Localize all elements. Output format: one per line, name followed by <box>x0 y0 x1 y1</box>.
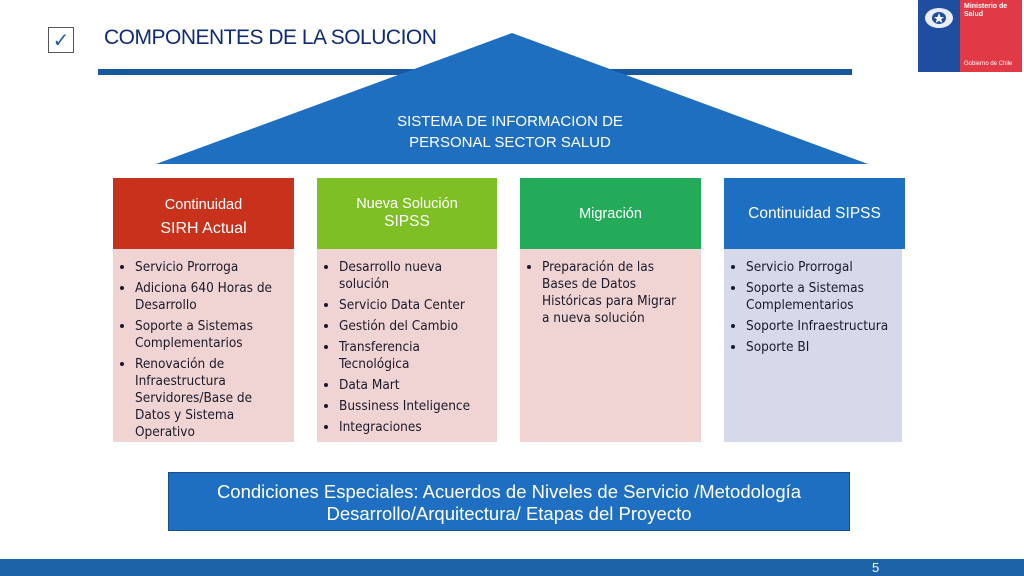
check-icon: ✓ <box>48 27 74 53</box>
page-title: COMPONENTES DE LA SOLUCION <box>104 26 437 49</box>
list-item: • Gestión del Cambio <box>339 318 493 335</box>
logo-blue-panel <box>918 0 960 72</box>
list-item: • Integraciones <box>339 419 493 436</box>
list-item: • Preparación de las Bases de Datos Históricas para Migrar a nueva solución <box>542 259 687 327</box>
column-title-line: SIRH Actual <box>160 220 247 237</box>
page-number: 5 <box>872 560 880 575</box>
column-header-sirh <box>113 178 294 249</box>
coat-of-arms-icon <box>918 2 960 32</box>
roof-label <box>360 111 660 153</box>
list-item: • Bussiness Inteligence <box>339 398 493 415</box>
list-item: • Servicio Prorroga <box>135 259 286 276</box>
roof-line-2: PERSONAL SECTOR SALUD <box>409 134 611 151</box>
list-item: • Soporte BI <box>746 339 894 356</box>
column-body-migracion <box>520 249 701 442</box>
list-item: • Adiciona 640 Horas de Desarrollo <box>135 280 286 314</box>
special-conditions-box <box>168 472 850 531</box>
column-title-line: Migración <box>579 206 642 222</box>
column-header-nueva-solucion <box>317 178 497 249</box>
conditions-line-2: Desarrollo/Arquitectura/ Etapas del Proyecto <box>326 503 692 524</box>
column-title-line: Nueva Solución <box>356 196 458 212</box>
list-item: • Soporte a Sistemas Complementarios <box>135 318 286 352</box>
list-item: • Soporte Infraestructura <box>746 318 894 335</box>
column-body-sirh <box>113 249 294 442</box>
list-item: • Data Mart <box>339 377 493 394</box>
column-header-continuidad-sipss <box>724 178 905 249</box>
column-body-continuidad-sipss <box>724 249 902 442</box>
column-body-nueva-solucion <box>317 249 497 442</box>
footer-bar <box>0 559 1024 576</box>
list-item: • Renovación de Infraestructura Servidores/Base de Datos y Sistema Operativo <box>135 356 286 441</box>
conditions-line-1: Condiciones Especiales: Acuerdos de Niveles de Servicio /Metodología <box>216 481 802 502</box>
list-item: • Servicio Prorrogal <box>746 259 894 276</box>
list-item: • Desarrollo nueva solución <box>339 259 493 293</box>
column-header-migracion <box>520 178 701 249</box>
logo-government-text: Gobierno de Chile <box>964 61 1013 67</box>
list-item: • Servicio Data Center <box>339 297 493 314</box>
column-title-line: SIPSS <box>384 213 430 230</box>
column-title-line: Continuidad SIPSS <box>748 205 881 222</box>
roof-line-1: SISTEMA DE INFORMACION DE <box>397 113 623 130</box>
list-item: • Transferencia Tecnológica <box>339 339 493 373</box>
list-item: • Soporte a Sistemas Complementarios <box>746 280 894 314</box>
logo-ministry-text: Ministerio de Salud <box>964 3 1008 18</box>
column-title-line: Continuidad <box>164 197 243 213</box>
